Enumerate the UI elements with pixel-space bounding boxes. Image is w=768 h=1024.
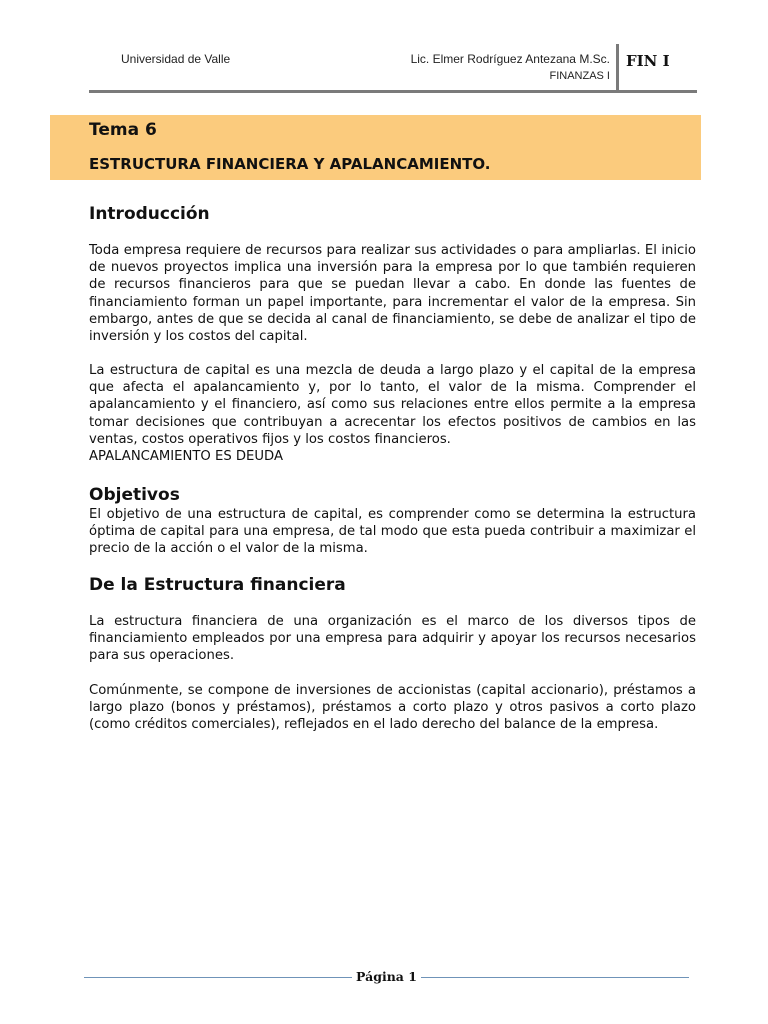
header-university: Universidad de Valle (121, 52, 231, 66)
intro-paragraph-1: Toda empresa requiere de recursos para realizar sus actividades o para ampliarlas. El inicio de nuevos proyectos implica una inversión para la empresa por lo que también requieren de recursos financieros para que se puedan llevar a cabo. En donde las fuentes de financiamiento forman un papel importante, para incrementar el valor de la empresa. Sin embargo, antes de que se decida al canal de financiamiento, se debe de analizar el tipo de inversión y los costos del capital. (89, 243, 696, 345)
section-estructura (89, 574, 696, 596)
intro-paragraph-2-block (89, 362, 696, 465)
section-objetivos (89, 484, 696, 558)
topic-number: Tema 6 (89, 120, 157, 140)
objetivos-paragraph: El objetivo de una estructura de capital, es comprender como se determina la estructura óptima de capital para una empresa, de tal modo que esta pueda contribuir a maximizar el precio de la acción o el valor de la misma. (89, 507, 696, 557)
intro-paragraph-1-block (89, 242, 696, 345)
estructura-paragraph-2-block (89, 682, 696, 734)
footer-line-right (421, 977, 689, 978)
header-author: Lic. Elmer Rodríguez Antezana M.Sc. (410, 52, 610, 66)
intro-paragraph-2: La estructura de capital es una mezcla de deuda a largo plazo y el capital de la empresa que afecta el apalancamiento y, por lo tanto, el valor de la misma. Comprender el apalancamiento y el financiero, así como sus relaciones entre ellos permite a la empresa tomar decisiones que contribuyan a acrecentar los efectos positivos de cambios en las ventas, costos operativos fijos y los costos financieros. (89, 363, 696, 447)
intro-paragraph-2-note: APALANCAMIENTO ES DEUDA (89, 449, 283, 465)
estructura-paragraph-1-block (89, 613, 696, 665)
section-heading-introduccion: Introducción (89, 204, 210, 224)
footer-line-left (84, 977, 352, 978)
section-introduccion (89, 203, 696, 225)
estructura-paragraph-2: Comúnmente, se compone de inversiones de accionistas (capital accionario), préstamos a largo plazo (bonos y préstamos), préstamos a corto plazo y otros pasivos a corto plazo (como créditos comerciales), reflejados en el lado derecho del balance de la empresa. (89, 683, 696, 733)
footer-page-number: Página 1 (356, 969, 417, 984)
estructura-paragraph-1: La estructura financiera de una organización es el marco de los diversos tipos de financiamiento empleados por una empresa para adquirir y apoyar los recursos necesarios para sus operaciones. (89, 614, 696, 664)
header-rule (89, 90, 697, 93)
header-divider (616, 44, 619, 91)
header-course-code: FIN I (626, 52, 670, 70)
topic-title: ESTRUCTURA FINANCIERA Y APALANCAMIENTO. (89, 155, 491, 173)
section-heading-estructura: De la Estructura financiera (89, 575, 346, 595)
header-course: FINANZAS I (549, 70, 610, 82)
section-heading-objetivos: Objetivos (89, 485, 180, 505)
